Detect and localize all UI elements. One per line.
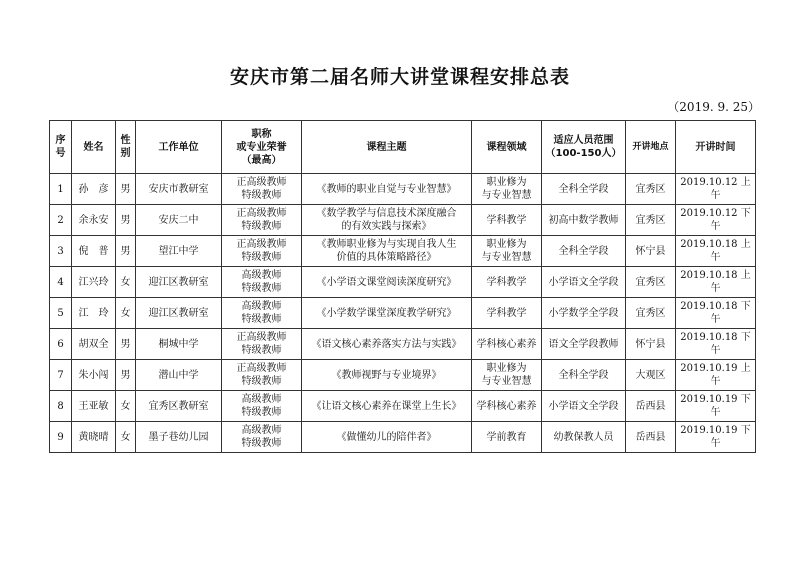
cell-no: 1 <box>50 174 72 205</box>
table-row <box>50 205 756 236</box>
cell-unit: 宜秀区教研室 <box>136 391 222 422</box>
cell-no: 9 <box>50 422 72 453</box>
cell-no: 5 <box>50 298 72 329</box>
cell-name: 余永安 <box>72 205 116 236</box>
cell-name: 倪 普 <box>72 236 116 267</box>
cell-topic: 《做懂幼儿的陪伴者》 <box>302 422 472 453</box>
cell-gender: 女 <box>116 298 136 329</box>
header-title: 职称 或专业荣誉 （最高） <box>222 121 302 174</box>
cell-field: 职业修为 与专业智慧 <box>472 174 542 205</box>
cell-field: 学科教学 <box>472 267 542 298</box>
header-topic: 课程主题 <box>302 121 472 174</box>
cell-audience: 幼教保教人员 <box>542 422 626 453</box>
cell-unit: 迎江区教研室 <box>136 267 222 298</box>
cell-no: 3 <box>50 236 72 267</box>
cell-title: 正高级教师 特级教师 <box>222 236 302 267</box>
cell-name: 胡双全 <box>72 329 116 360</box>
cell-title: 正高级教师 特级教师 <box>222 329 302 360</box>
cell-name: 黄晓晴 <box>72 422 116 453</box>
cell-venue: 宜秀区 <box>626 267 676 298</box>
cell-audience: 小学数学全学段 <box>542 298 626 329</box>
cell-no: 7 <box>50 360 72 391</box>
cell-unit: 迎江区教研室 <box>136 298 222 329</box>
header-name: 姓名 <box>72 121 116 174</box>
cell-title: 正高级教师 特级教师 <box>222 174 302 205</box>
cell-field: 职业修为 与专业智慧 <box>472 236 542 267</box>
header-venue: 开讲地点 <box>626 121 676 174</box>
cell-gender: 男 <box>116 174 136 205</box>
document-date: （2019. 9. 25） <box>667 100 760 114</box>
cell-unit: 安庆市教研室 <box>136 174 222 205</box>
cell-name: 江兴玲 <box>72 267 116 298</box>
cell-time: 2019.10.12 下午 <box>676 205 756 236</box>
cell-gender: 男 <box>116 205 136 236</box>
cell-field: 学科教学 <box>472 298 542 329</box>
header-unit: 工作单位 <box>136 121 222 174</box>
cell-title: 高级教师 特级教师 <box>222 391 302 422</box>
cell-gender: 女 <box>116 422 136 453</box>
cell-name: 江 玲 <box>72 298 116 329</box>
cell-field: 职业修为 与专业智慧 <box>472 360 542 391</box>
cell-topic: 《让语文核心素养在课堂上生长》 <box>302 391 472 422</box>
cell-venue: 宜秀区 <box>626 174 676 205</box>
cell-title: 高级教师 特级教师 <box>222 267 302 298</box>
cell-audience: 全科全学段 <box>542 360 626 391</box>
table-header-row <box>50 121 756 174</box>
cell-unit: 潜山中学 <box>136 360 222 391</box>
cell-field: 学科核心素养 <box>472 391 542 422</box>
cell-no: 2 <box>50 205 72 236</box>
cell-field: 学前教育 <box>472 422 542 453</box>
cell-audience: 小学语文全学段 <box>542 391 626 422</box>
header-audience: 适应人员范围 （100-150人） <box>542 121 626 174</box>
cell-venue: 宜秀区 <box>626 205 676 236</box>
cell-name: 朱小闯 <box>72 360 116 391</box>
cell-unit: 望江中学 <box>136 236 222 267</box>
cell-gender: 女 <box>116 391 136 422</box>
cell-no: 8 <box>50 391 72 422</box>
cell-topic: 《数学教学与信息技术深度融合 的有效实践与探索》 <box>302 205 472 236</box>
cell-topic: 《教师职业修为与实现自我人生 价值的具体策略路径》 <box>302 236 472 267</box>
cell-field: 学科核心素养 <box>472 329 542 360</box>
header-gender: 性 别 <box>116 121 136 174</box>
cell-audience: 初高中数学教师 <box>542 205 626 236</box>
cell-time: 2019.10.18 上午 <box>676 267 756 298</box>
cell-title: 高级教师 特级教师 <box>222 422 302 453</box>
cell-title: 正高级教师 特级教师 <box>222 205 302 236</box>
cell-time: 2019.10.12 上午 <box>676 174 756 205</box>
header-no: 序 号 <box>50 121 72 174</box>
cell-time: 2019.10.19 上午 <box>676 360 756 391</box>
cell-gender: 男 <box>116 236 136 267</box>
table-row <box>50 360 756 391</box>
cell-topic: 《教师视野与专业境界》 <box>302 360 472 391</box>
cell-unit: 墨子巷幼儿园 <box>136 422 222 453</box>
cell-audience: 全科全学段 <box>542 174 626 205</box>
header-field: 课程领域 <box>472 121 542 174</box>
cell-time: 2019.10.19 下午 <box>676 422 756 453</box>
cell-gender: 男 <box>116 360 136 391</box>
cell-audience: 小学语文全学段 <box>542 267 626 298</box>
cell-venue: 大观区 <box>626 360 676 391</box>
schedule-table <box>49 120 756 453</box>
cell-gender: 女 <box>116 267 136 298</box>
table-row <box>50 236 756 267</box>
cell-venue: 宜秀区 <box>626 298 676 329</box>
cell-venue: 怀宁县 <box>626 329 676 360</box>
cell-venue: 岳西县 <box>626 391 676 422</box>
cell-topic: 《小学数学课堂深度教学研究》 <box>302 298 472 329</box>
cell-gender: 男 <box>116 329 136 360</box>
header-time: 开讲时间 <box>676 121 756 174</box>
cell-time: 2019.10.18 上午 <box>676 236 756 267</box>
cell-name: 王亚敏 <box>72 391 116 422</box>
cell-audience: 语文全学段教师 <box>542 329 626 360</box>
table-row <box>50 267 756 298</box>
cell-audience: 全科全学段 <box>542 236 626 267</box>
cell-topic: 《教师的职业自觉与专业智慧》 <box>302 174 472 205</box>
cell-topic: 《小学语文课堂阅读深度研究》 <box>302 267 472 298</box>
cell-time: 2019.10.18 下午 <box>676 298 756 329</box>
cell-title: 高级教师 特级教师 <box>222 298 302 329</box>
table-row <box>50 329 756 360</box>
cell-unit: 桐城中学 <box>136 329 222 360</box>
cell-name: 孙 彦 <box>72 174 116 205</box>
cell-time: 2019.10.18 下午 <box>676 329 756 360</box>
cell-title: 正高级教师 特级教师 <box>222 360 302 391</box>
cell-no: 6 <box>50 329 72 360</box>
document-title: 安庆市第二届名师大讲堂课程安排总表 <box>229 66 570 88</box>
cell-field: 学科教学 <box>472 205 542 236</box>
cell-topic: 《语文核心素养落实方法与实践》 <box>302 329 472 360</box>
table-row <box>50 298 756 329</box>
cell-venue: 怀宁县 <box>626 236 676 267</box>
cell-no: 4 <box>50 267 72 298</box>
cell-time: 2019.10.19 下午 <box>676 391 756 422</box>
cell-unit: 安庆二中 <box>136 205 222 236</box>
table-row <box>50 391 756 422</box>
cell-venue: 岳西县 <box>626 422 676 453</box>
table-row <box>50 174 756 205</box>
table-row <box>50 422 756 453</box>
